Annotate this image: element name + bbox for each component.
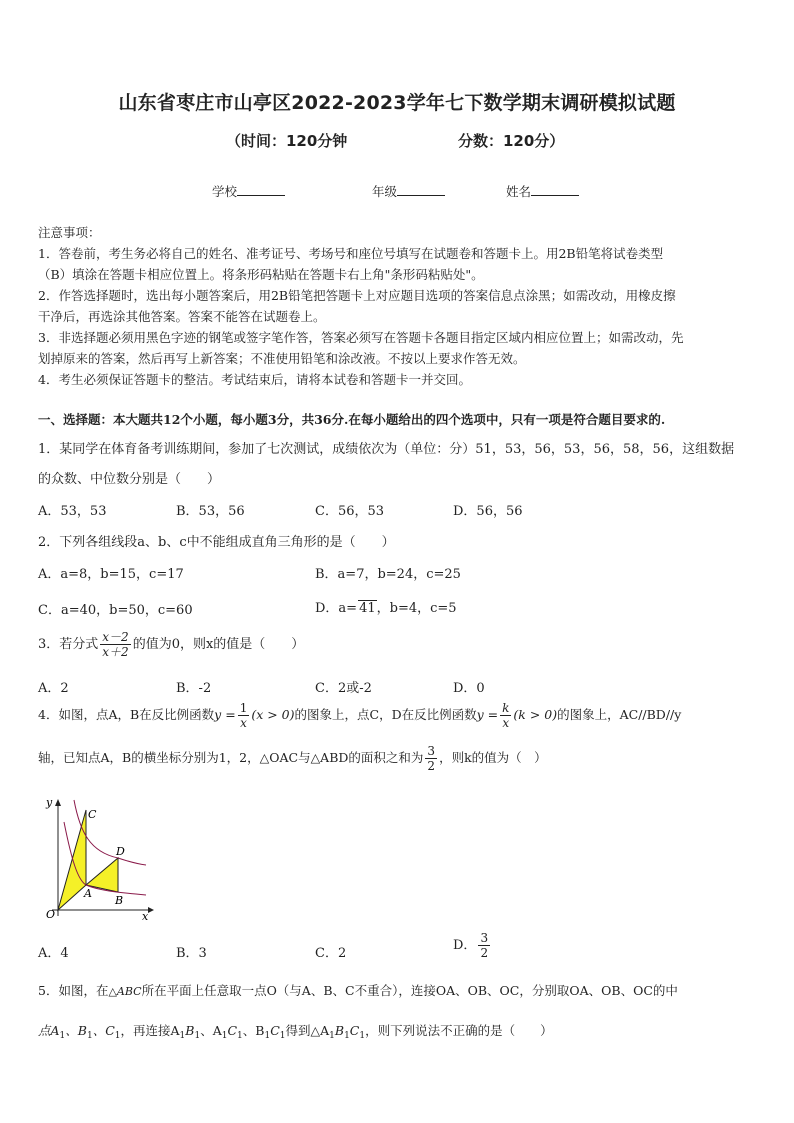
q3-option-b: B．-2 [176,681,212,696]
note-2a: 2．作答选择题时，选出每小题答案后，用2B铅笔把答题卡上对应题目选项的答案信息点涂黑；如需改动，用橡皮擦 [38,288,676,303]
q4-func1-fraction: $\frac{1}{x}$ [239,701,248,730]
label-x: x [142,910,149,922]
name-field: 姓名 [506,182,579,200]
notes-heading: 注意事项： [38,225,101,240]
q5-line2: 点$A_1$、$B_1$、$C_1$，再连接$A_1B_1$、$A_1C_1$、$B_1C_1$得到$\triangle A_1B_1C_1$，则下列说法不正确的是（ ） [38,1023,553,1041]
q2-option-c: C．a=40，b=50，c=60 [38,603,193,618]
q3-option-a: A．2 [38,681,69,696]
label-d: D [116,845,125,858]
q1-option-a: A．53，53 [38,504,107,519]
exam-score: 分数：120分） [458,132,565,150]
note-3b: 划掉原来的答案，然后再写上新答案；不准使用铅笔和涂改液。不按以上要求作答无效。 [38,351,526,366]
q1-line1: 1．某同学在体育备考训练期间，参加了七次测试，成绩依次为（单位：分）51，53，56，53，56，58，56，这组数据 [38,442,735,457]
q1-option-b: B．53，56 [176,504,245,519]
q5-line1: 5．如图，在△ABC所在平面上任意取一点O（与A、B、C不重合），连接OA、OB、OC，分别取OA、OB、OC的中 [38,983,678,998]
label-o: O [46,908,56,921]
q3-option-d: D．0 [453,681,485,696]
q4-figure [38,792,158,922]
q2-option-b: B．a=7，b=24，c=25 [315,567,461,582]
label-y: y [46,796,53,809]
label-b: B [115,894,124,907]
q2-option-d: D．a= 41，b=4，c=5 [315,601,457,616]
label-a: A [84,887,92,900]
q1-option-c: C．56，53 [315,504,385,519]
q2-option-a: A．a=8，b=15，c=17 [38,567,184,582]
section-heading: 一、选择题：本大题共12个小题，每小题3分，共36分.在每小题给出的四个选项中，只有一项是符合题目要求的. [38,412,666,427]
grade-field: 年级 [372,182,445,200]
q4-area-fraction: $\frac{3}{2}$ [427,744,436,773]
school-field: 学校 [212,182,285,200]
q3-fraction: $\frac{x-2}{x+2}$ [102,630,129,659]
q4-option-b: B．3 [176,946,207,961]
q1-option-d: D．56，56 [453,504,523,519]
note-3a: 3．非选择题必须用黑色字迹的钢笔或签字笔作答，答案必须写在答题卡各题目指定区域内相应位置上；如需改动，先 [38,330,684,345]
q3-stem: 3．若分式 $\frac{x-2}{x+2}$ 的值为0，则x的值是（ ） [38,630,305,659]
y-arrow [55,799,61,806]
q4-func2-fraction: $\frac{k}{x}$ [502,701,510,730]
x-arrow [148,907,154,913]
label-c: C [88,808,97,821]
q4-option-d-fraction: $\frac{3}{2}$ [480,931,489,960]
q4-option-d: D． $\frac{3}{2}$ [453,931,489,960]
q4-option-a: A．4 [38,946,69,961]
q2-stem: 2．下列各组线段a、b、c中不能组成直角三角形的是（ ） [38,535,395,550]
page-title: 山东省枣庄市山亭区2022-2023学年七下数学期末调研模拟试题 [118,92,676,114]
q4-line2: 轴，已知点A，B的横坐标分别为1，2，△OAC与△ABD的面积之和为 $\frac{3}{2}$ ，则k的值为（ ） [38,744,547,773]
note-4: 4．考生必须保证答题卡的整洁。考试结束后，请将本试卷和答题卡一并交回。 [38,372,471,387]
q4-line1: 4．如图，点A，B在反比例函数y = $\frac{1}{x}$ (x > 0)的图象上，点C，D在反比例函数y = $\frac{k}{x}$ (k > 0)的图象上，AC//BD//y [38,701,682,730]
exam-time: （时间：120分钟 [226,132,348,150]
note-1b: （B）填涂在答题卡相应位置上。将条形码粘贴在答题卡右上角"条形码粘贴处"。 [38,267,484,282]
q1-line2: 的众数、中位数分别是（ ） [38,472,221,487]
triangle-oac [58,810,86,910]
sqrt-41: 41 [359,601,376,616]
note-1a: 1．答卷前，考生务必将自己的姓名、准考证号、考场号和座位号填写在试题卷和答题卡上。用2B铅笔将试卷类型 [38,246,664,261]
q3-option-c: C．2或-2 [315,681,372,696]
note-2b: 干净后，再选涂其他答案。答案不能答在试题卷上。 [38,309,326,324]
q4-option-c: C．2 [315,946,347,961]
